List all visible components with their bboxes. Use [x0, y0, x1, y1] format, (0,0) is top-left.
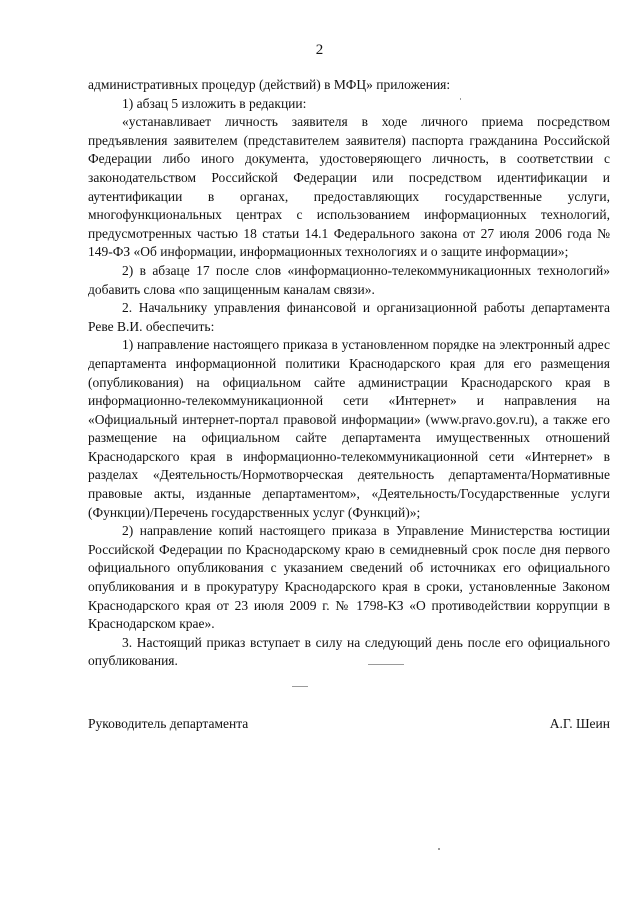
scan-line-mark [292, 686, 308, 687]
scan-dot-mark [438, 848, 440, 850]
scan-dot-mark [460, 98, 461, 100]
page-number: 2 [315, 42, 324, 58]
scan-line-mark [368, 664, 404, 665]
paragraph-quoted-text: «устанавливает личность заявителя в ходе личного приема посредством предъявления заявителем (представителем заявителя) паспорта гражданина Российской Федерации либо иного документа, удостоверяющего личность, в соответствии с законодательством Российской Федерации или посредством идентификации и аутентификации в органах, предоставляющих государственные услуги, многофункциональных центрах с использованием информационных технологий, предусмотренных частью 18 статьи 14.1 Федерального закона от 27 июля 2006 года № 149-ФЗ «Об информации, информационных технологиях и о защите информации»; [88, 114, 610, 260]
signature-position: Руководитель департамента [88, 716, 249, 731]
paragraph-section-2-item-1: 1) направление настоящего приказа в установленном порядке на электронный адрес департамента информационной политики Краснодарского края для его размещения (опубликования) на официальном сайте администрации Краснодарского края в информационно-телекоммуникационной сети «Интернет» и направления на «Официальный интернет-портал правовой информации» (www.pravo.gov.ru), а также его размещение на официальном сайте департамента имущественных отношений Краснодарского края в информационно-телекоммуникационной сети «Интернет» в разделах «Деятельность/Нормотворческая деятельность департамента/Нормативные правовые акты, изданные департаментом», «Деятельность/Государственные услуги (Функции)/Перечень государственных услуг (Функций)»; [88, 337, 610, 520]
paragraph-continuation: административных процедур (действий) в МФЦ» приложения: [88, 77, 451, 92]
signature-block [88, 716, 610, 736]
paragraph-item-2: 2) в абзаце 17 после слов «информационно-телекоммуникационных технологий» добавить слова «по защищенным каналам связи». [88, 262, 610, 297]
paragraph-section-2: 2. Начальнику управления финансовой и организационной работы департамента Реве В.И. обеспечить: [88, 300, 610, 334]
paragraph-section-3: 3. Настоящий приказ вступает в силу на следующий день после его официального опубликования. [88, 634, 610, 669]
signature-name: А.Г. Шеин [549, 716, 610, 731]
paragraph-section-2-item-2: 2) направление копий настоящего приказа в Управление Министерства юстиции Российской Федерации по Краснодарскому краю в семидневный срок после дня первого официального опубликования с указанием сведений об источниках его официального опубликования и в прокуратуру Краснодарского края в сроки, установленные Законом Краснодарского края от 23 июля 2009 г. № 1798-КЗ «О противодействии коррупции в Краснодарском крае». [88, 523, 610, 632]
paragraph-item-1: 1) абзац 5 изложить в редакции: [122, 95, 307, 111]
document-body [88, 76, 610, 671]
